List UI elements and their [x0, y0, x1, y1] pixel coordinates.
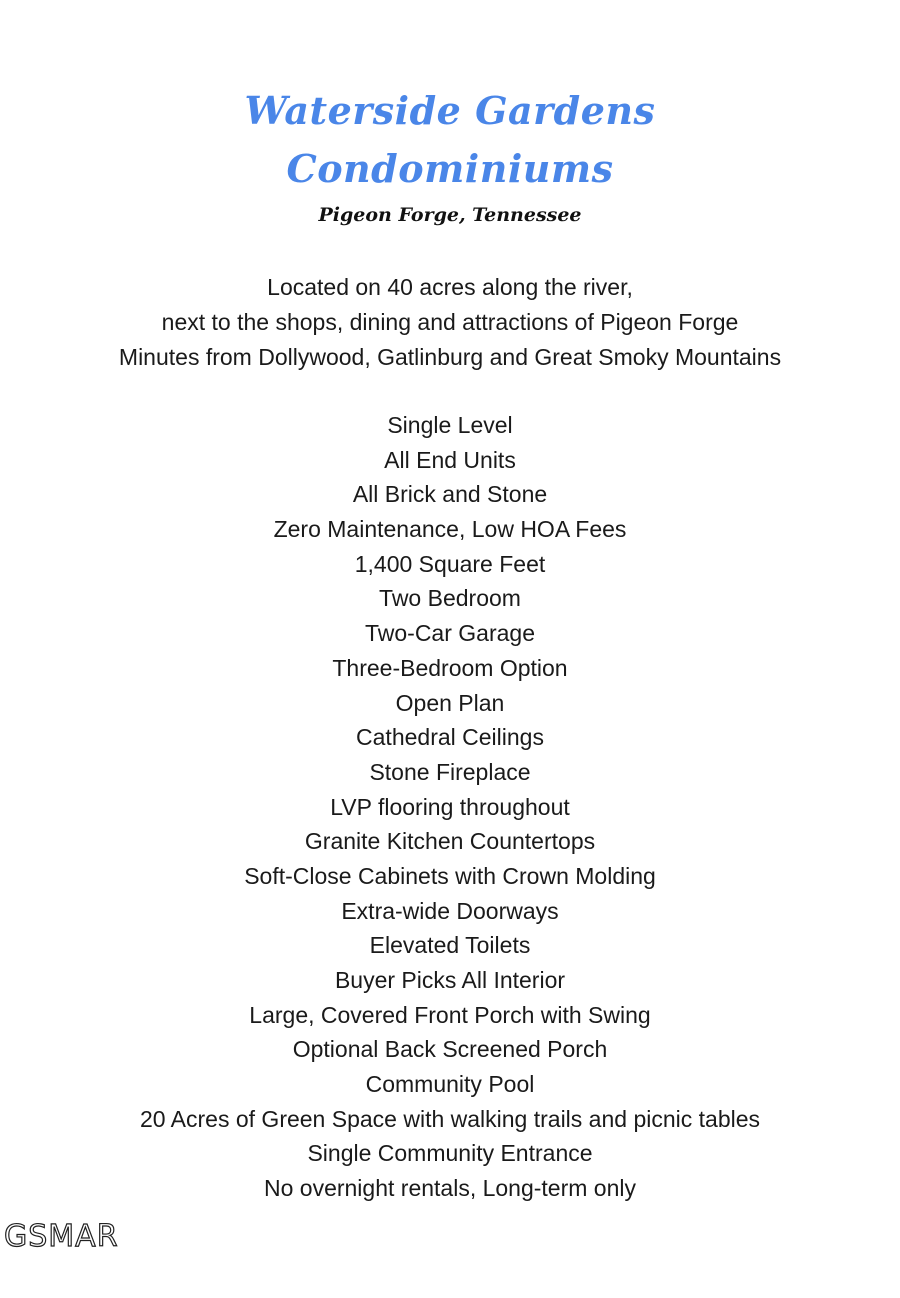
feature-item: All Brick and Stone — [352, 481, 548, 508]
feature-item: Two-Car Garage — [364, 620, 535, 647]
feature-item: Three-Bedroom Option — [332, 654, 568, 681]
feature-item: Two Bedroom — [379, 585, 521, 612]
location-subtitle: Pigeon Forge, Tennessee — [318, 204, 582, 226]
feature-item: Granite Kitchen Countertops — [304, 828, 596, 855]
features-list — [0, 408, 900, 1206]
feature-item: Community Pool — [365, 1071, 535, 1098]
feature-item: Open Plan — [395, 689, 505, 716]
feature-item: 1,400 Square Feet — [354, 550, 546, 577]
feature-item: No overnight rentals, Long-term only — [263, 1175, 637, 1202]
intro-line: Located on 40 acres along the river, — [267, 274, 633, 300]
feature-item: Cathedral Ceilings — [356, 724, 544, 751]
feature-item: Stone Fireplace — [369, 758, 531, 785]
feature-item: Single Community Entrance — [307, 1140, 593, 1167]
feature-item: Elevated Toilets — [369, 932, 531, 959]
title-line-1: Waterside Gardens — [244, 88, 656, 133]
title-line-2: Condominiums — [286, 146, 614, 191]
feature-item: Soft-Close Cabinets with Crown Molding — [244, 862, 656, 889]
feature-item: LVP flooring throughout — [330, 793, 570, 820]
feature-item: All End Units — [384, 446, 516, 473]
feature-item: Optional Back Screened Porch — [292, 1036, 608, 1063]
intro-paragraph — [0, 270, 900, 375]
intro-line: next to the shops, dining and attractions of Pigeon Forge — [161, 309, 739, 335]
feature-item: Buyer Picks All Interior — [334, 967, 566, 993]
feature-item: Extra-wide Doorways — [341, 897, 559, 924]
feature-item: 20 Acres of Green Space with walking trails and picnic tables — [139, 1105, 761, 1132]
gsmar-watermark-logo: GSMAR — [4, 1219, 119, 1254]
feature-item: Zero Maintenance, Low HOA Fees — [273, 516, 627, 543]
intro-line: Minutes from Dollywood, Gatlinburg and Great Smoky Mountains — [118, 344, 782, 370]
feature-item: Large, Covered Front Porch with Swing — [249, 1001, 651, 1028]
feature-item: Single Level — [387, 412, 513, 438]
